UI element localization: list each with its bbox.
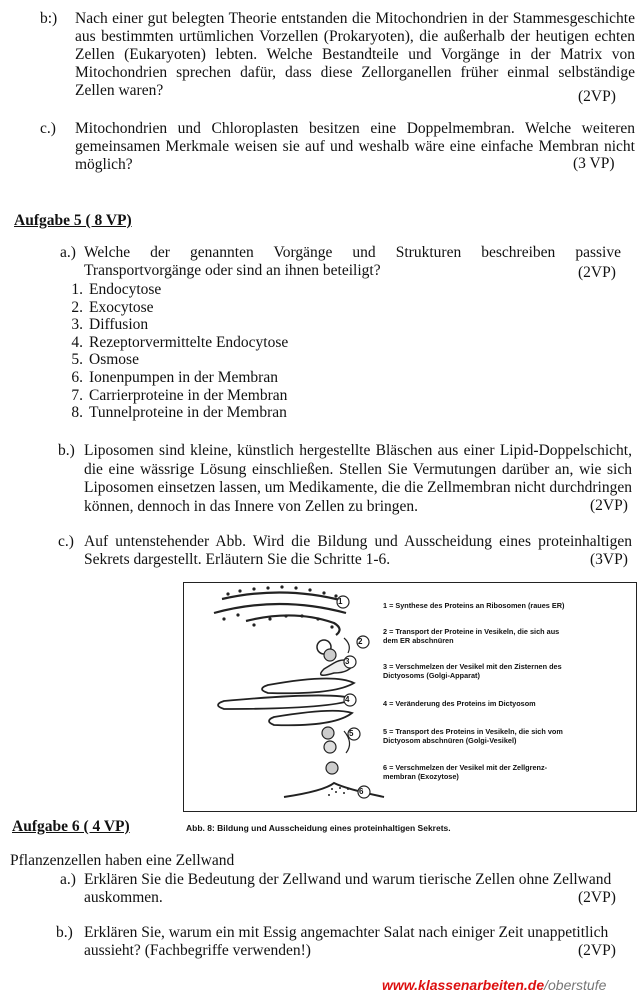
arrow-2 [344,638,349,653]
list-item: 7. Carrierproteine in der Membran [71,386,288,404]
step-number: 3 [345,657,350,666]
list-item: 3. Diffusion [71,316,149,334]
footer-site: www.klassenarbeiten.de [382,977,545,993]
q4c-points: (3 VP) [573,155,615,172]
aufgabe6-intro: Pflanzenzellen haben eine Zellwand [10,852,235,869]
q6a-marker: a.) [60,871,76,888]
golgi-cisterna [269,711,352,726]
step-number: 4 [345,695,350,704]
legend-item: 6 = Verschmelzen der Vesikel mit der Zellgrenz-membran (Exozytose) [383,763,548,781]
legend-item: 2 = Transport der Proteine in Vesikeln, die sich aus dem ER abschnüren [383,627,560,645]
q5c-text: Auf untenstehender Abb. Wird die Bildung und Ausscheidung eines proteinhaltigen Sekrets dargestellt. Erläutern Sie die Schritte 1-6. [84,533,632,568]
q5c-points: (3VP) [590,551,628,568]
step-number: 5 [349,729,354,738]
q4b-marker: b:) [40,10,58,27]
list-item: 4. Rezeptorvermittelte Endocytose [71,333,289,351]
q5b-text: Liposomen sind kleine, künstlich hergestellte Bläschen aus einer Lipid-Doppelschicht, die eine wässrige Lösung einschließen. Stellen Sie Vermutungen darüber an, wie sich Liposomen einsetzen lassen, um Medikamente, die die Zellmembran nicht durchdringen können, dennoch in das Innere von Zellen zu bringen. [84,442,632,515]
step-number: 1 [338,597,343,606]
aufgabe6-heading: Aufgabe 6 ( 4 VP) [12,818,130,835]
list-item: 5. Osmose [71,351,139,369]
transport-list [62,281,288,422]
q6a-text: Erklären Sie die Bedeutung der Zellwand und warum tierische Zellen ohne Zellwand auskommen. [84,871,612,906]
legend-item: 1 = Synthese des Proteins an Ribosomen (raues ER) [383,601,565,610]
footer-path: /oberstufe [544,977,607,993]
q4c-text: Mitochondrien und Chloroplasten besitzen eine Doppelmembran. Welche weiteren gemeinsamen Merkmale weisen sie auf und weshalb wäre eine einfache Membran nicht möglich? [75,120,635,173]
secretion-figure [183,582,637,812]
q4c-marker: c.) [40,120,56,137]
golgi-cisterna [262,678,354,693]
er-membrane-outer [222,592,344,601]
legend-item: 3 = Verschmelzen der Vesikel mit den Zisternen des Dictyosoms (Golgi-Apparat) [383,662,562,680]
q4b-text: Nach einer gut belegten Theorie entstanden die Mitochondrien in der Stammesgeschichte aus bestimmten urtümlichen Vorzellen (Prokaryoten), die außerhalb der heutigen echten Zellen (Eukaryoten) lebten. Welche Bestandteile und Vorgänge in der Matrix von Mitochondrien sprechen dafür, dass diese Zellorganellen früher einmal selbständige Zellen waren? [75,10,635,99]
list-item: 2. Exocytose [71,298,154,316]
q6b-text: Erklären Sie, warum ein mit Essig angemachter Salat nach einiger Zeit unappetitlich aussieht? (Fachbegriffe verwenden!) [84,924,609,959]
list-item: 8. Tunnelproteine in der Membran [71,404,287,422]
legend-item: 4 = Veränderung des Proteins im Dictyosom [383,699,536,708]
golgi-vesicle [324,741,336,753]
q6b-marker: b.) [56,924,73,941]
q5a-marker: a.) [60,244,76,261]
er-membrane-middle [214,604,346,613]
q4b-points: (2VP) [578,88,616,105]
golgi-vesicle [322,727,334,739]
golgi-cisterna [218,695,354,709]
q5c-marker: c.) [58,533,74,550]
step-number: 6 [359,787,364,796]
golgi-vesicle [326,762,338,774]
q5b-points: (2VP) [590,497,628,514]
q6a-points: (2VP) [578,889,616,906]
step-number: 2 [358,637,363,646]
legend-item: 5 = Transport des Proteins in Vesikeln, die sich vom Dictyosom abschnüren (Golgi-Vesikel) [383,727,563,745]
er-membrane-inner [246,615,340,635]
q6b-points: (2VP) [578,942,616,959]
q5a-points: (2VP) [578,264,616,281]
q5a-text: Welche der genannten Vorgänge und Strukturen beschreiben passive Transportvorgänge oder sind an ihnen beteiligt? [84,244,621,279]
list-item: 1. Endocytose [71,281,162,298]
q5b-marker: b.) [58,442,75,459]
footer-watermark [382,977,606,993]
list-item: 6. Ionenpumpen in der Membran [71,368,278,386]
er-vesicle [324,649,336,661]
figure-caption: Abb. 8: Bildung und Ausscheidung eines proteinhaltigen Sekrets. [186,823,451,833]
aufgabe5-heading: Aufgabe 5 ( 8 VP) [14,212,132,229]
